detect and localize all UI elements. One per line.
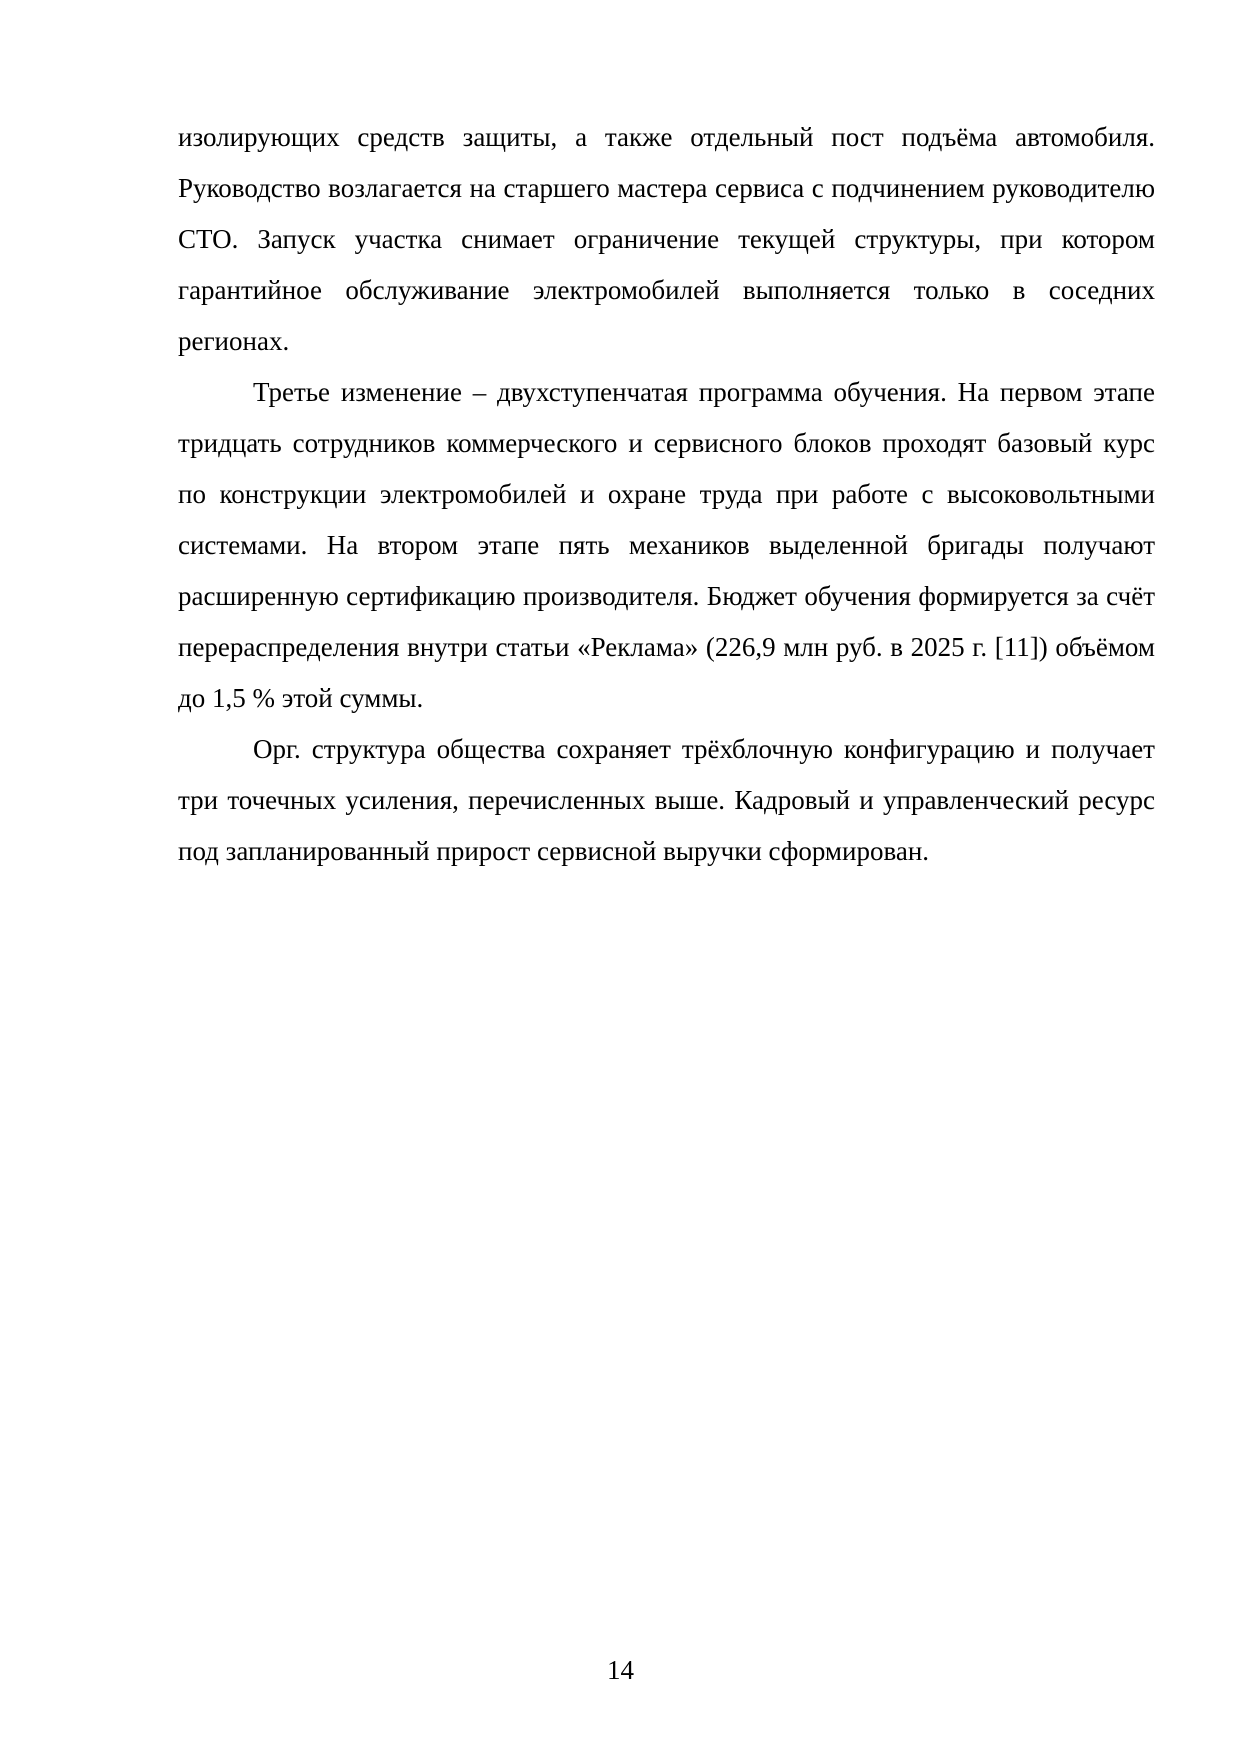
paragraph-continued: изолирующих средств защиты, а также отдельный пост подъёма автомобиля. Руководство возлагается на старшего мастера сервиса с подчинением руководителю СТО. Запуск участка снимает ограничение текущей структуры, при котором гарантийное обслуживание электромобилей выполняется только в соседних регионах. bbox=[178, 122, 1155, 356]
body-text bbox=[178, 112, 1155, 877]
page-number: 14 bbox=[607, 1655, 634, 1685]
paragraph-org-structure: Орг. структура общества сохраняет трёхблочную конфигурацию и получает три точечных усиления, перечисленных выше. Кадровый и управленческий ресурс под запланированный прирост сервисной выручки сформирован. bbox=[178, 734, 1155, 866]
paragraph-training-program: Третье изменение – двухступенчатая программа обучения. На первом этапе тридцать сотрудников коммерческого и сервисного блоков проходят базовый курс по конструкции электромобилей и охране труда при работе с высоковольтными системами. На втором этапе пять механиков выделенной бригады получают расширенную сертификацию производителя. Бюджет обучения формируется за счёт перераспределения внутри статьи «Реклама» (226,9 млн руб. в 2025 г. [11]) объёмом до 1,5 % этой суммы. bbox=[178, 377, 1155, 713]
